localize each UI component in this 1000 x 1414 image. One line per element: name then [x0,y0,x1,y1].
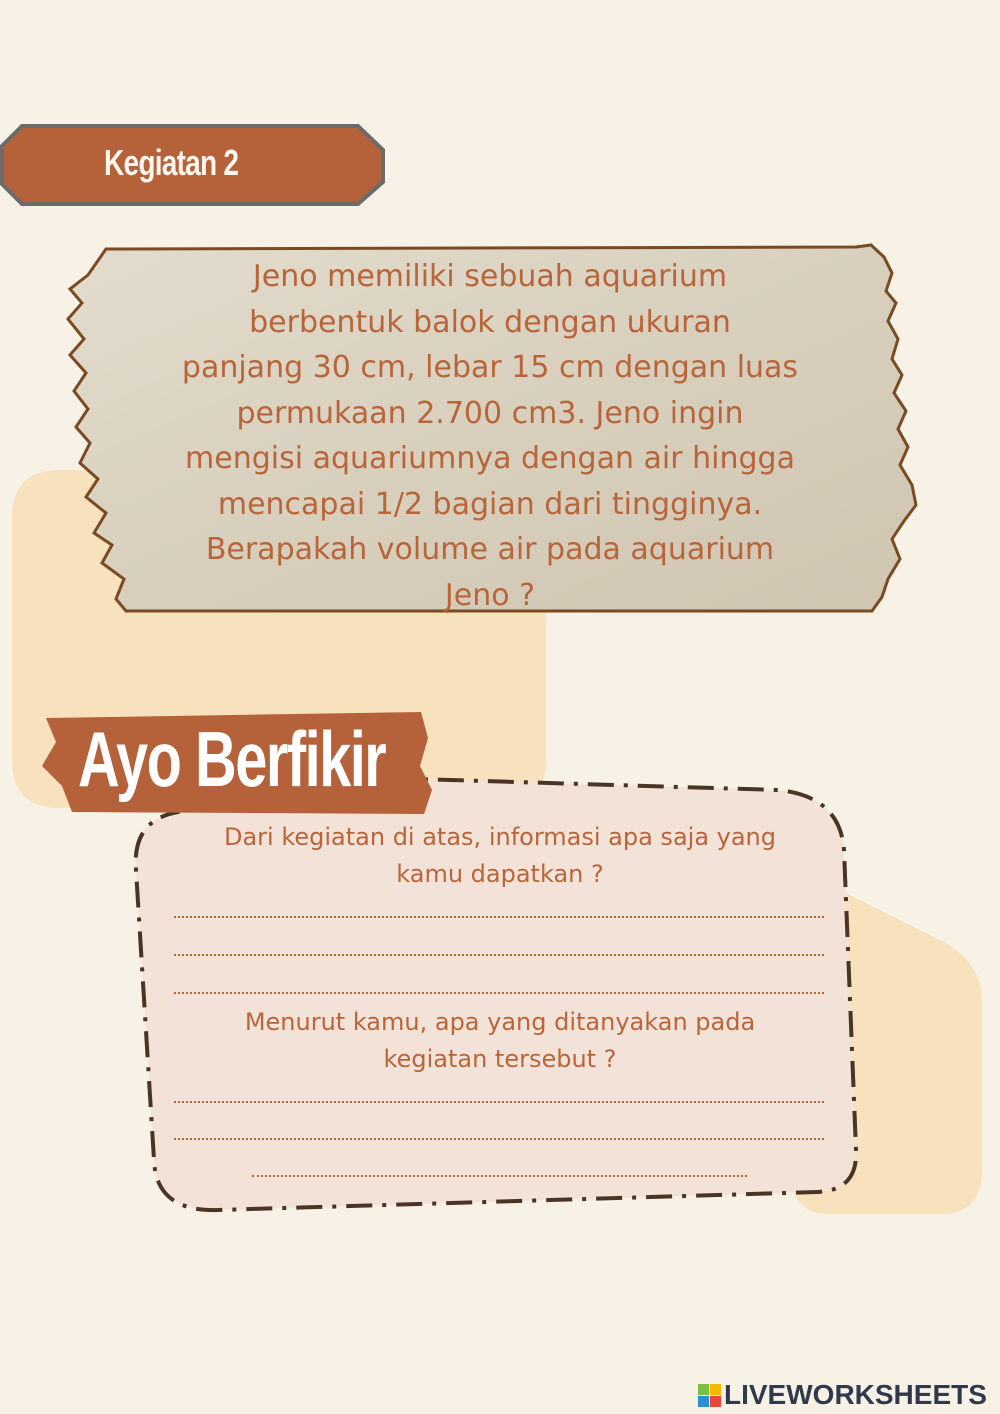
answer-line[interactable] [174,1138,824,1140]
story-line: Berapakah volume air pada aquarium [205,532,775,567]
story-line: mengisi aquariumnya dengan air hingga [185,441,795,476]
question-line: Dari kegiatan di atas, informasi apa saja yang [223,823,777,851]
answer-line[interactable] [174,916,824,918]
answer-line[interactable] [252,1175,747,1177]
answer-line[interactable] [174,992,824,994]
logo-text: LIVEWORKSHEETS [724,1379,987,1410]
question-line: kegiatan tersebut ? [383,1045,617,1073]
answer-line[interactable] [174,1101,824,1103]
story-line: permukaan 2.700 cm3. Jeno ingin [236,395,744,431]
liveworksheets-logo [698,1378,987,1412]
story-line: Jeno ? [444,577,536,613]
story-line: mencapai 1/2 bagian dari tingginya. [217,486,763,522]
question-line: Menurut kamu, apa yang ditanyakan pada [244,1008,756,1036]
think-banner-label: Ayo Berfikir [78,715,386,803]
question-line: kamu dapatkan ? [396,860,604,888]
liveworksheets-logo-icon [698,1384,721,1407]
question-one [150,819,850,893]
story-line: panjang 30 cm, lebar 15 cm dengan luas [181,350,799,385]
answer-line[interactable] [174,954,824,956]
story-line: Jeno memiliki sebuah aquarium [252,259,728,294]
activity-story-text [140,254,840,618]
activity-tag-label: Kegiatan 2 [104,142,239,183]
question-two [150,1004,850,1078]
story-line: berbentuk balok dengan ukuran [249,304,731,340]
